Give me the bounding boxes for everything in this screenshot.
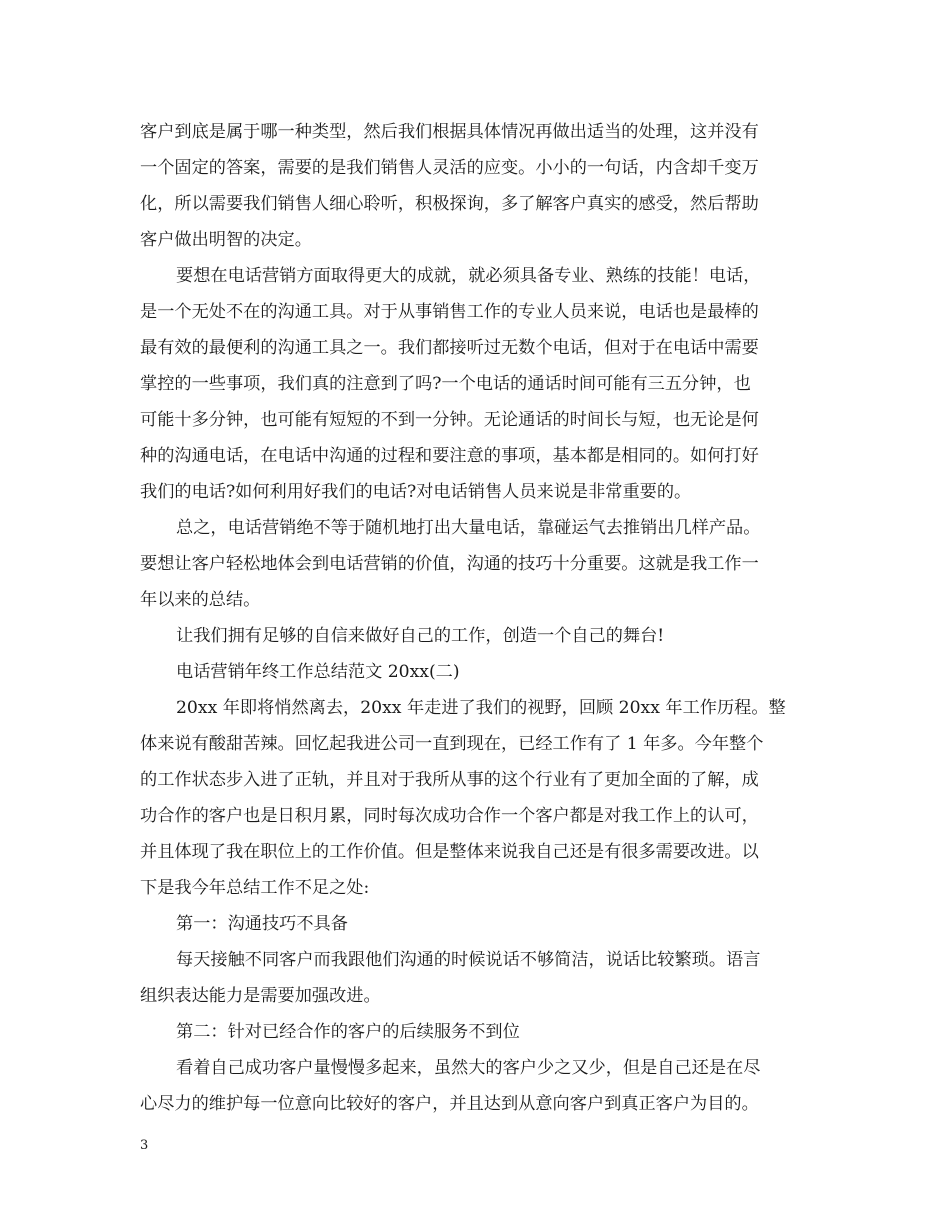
text-line: 组织表达能力是需要加强改进。 — [140, 986, 381, 1006]
page-number: 3 — [140, 1138, 149, 1153]
text-line: 看着自己成功客户量慢慢多起来，虽然大的客户少之又少，但是自己还是在尽 — [176, 1058, 761, 1078]
text-line: 体来说有酸甜苦辣。回忆起我进公司一直到现在，已经工作有了 1 年多。今年整个 — [140, 734, 764, 754]
text-line: 让我们拥有足够的自信来做好自己的工作，创造一个自己的舞台! — [176, 626, 665, 646]
text-line: 客户做出明智的决定。 — [140, 230, 312, 250]
text-line: 种的沟通电话，在电话中沟通的过程和要注意的事项，基本都是相同的。如何打好 — [140, 446, 759, 466]
text-line: 我们的电话?如何利用好我们的电话?对电话销售人员来说是非常重要的。 — [140, 482, 692, 502]
text-line: 一个固定的答案，需要的是我们销售人灵活的应变。小小的一句话，内含却千变万 — [140, 158, 759, 178]
text-line: 第二：针对已经合作的客户的后续服务不到位 — [176, 1022, 520, 1042]
text-line: 最有效的最便利的沟通工具之一。我们都接听过无数个电话，但对于在电话中需要 — [140, 338, 759, 358]
text-line: 化，所以需要我们销售人细心聆听，积极探询，多了解客户真实的感受，然后帮助 — [140, 194, 759, 214]
text-line: 客户到底是属于哪一种类型，然后我们根据具体情况再做出适当的处理，这并没有 — [140, 122, 759, 142]
text-line: 下是我今年总结工作不足之处: — [140, 878, 370, 898]
text-line: 心尽力的维护每一位意向比较好的客户，并且达到从意向客户到真正客户为目的。 — [140, 1094, 759, 1114]
text-line: 年以来的总结。 — [140, 590, 261, 610]
text-line: 功合作的客户也是日积月累，同时每次成功合作一个客户都是对我工作上的认可， — [140, 806, 759, 826]
text-line: 第一：沟通技巧不具备 — [176, 914, 348, 934]
text-line: 总之，电话营销绝不等于随机地打出大量电话，靠碰运气去推销出几样产品。 — [176, 518, 761, 538]
text-line: 并且体现了我在职位上的工作价值。但是整体来说我自己还是有很多需要改进。以 — [140, 842, 759, 862]
text-line: 是一个无处不在的沟通工具。对于从事销售工作的专业人员来说，电话也是最棒的 — [140, 302, 759, 322]
text-line: 电话营销年终工作总结范文 20xx(二) — [176, 662, 460, 682]
text-line: 要想让客户轻松地体会到电话营销的价值，沟通的技巧十分重要。这就是我工作一 — [140, 554, 759, 574]
text-line: 的工作状态步入进了正轨，并且对于我所从事的这个行业有了更加全面的了解，成 — [140, 770, 759, 790]
text-line: 可能十多分钟，也可能有短短的不到一分钟。无论通话的时间长与短，也无论是何 — [140, 410, 759, 430]
text-line: 掌控的一些事项，我们真的注意到了吗?一个电话的通话时间可能有三五分钟，也 — [140, 374, 751, 394]
text-line: 要想在电话营销方面取得更大的成就，就必须具备专业、熟练的技能！电话， — [176, 266, 761, 286]
text-line: 每天接触不同客户而我跟他们沟通的时候说话不够简洁，说话比较繁琐。语言 — [176, 950, 761, 970]
text-line: 20xx 年即将悄然离去，20xx 年走进了我们的视野，回顾 20xx 年工作历程。整 — [176, 698, 786, 718]
document-body — [140, 114, 812, 1122]
